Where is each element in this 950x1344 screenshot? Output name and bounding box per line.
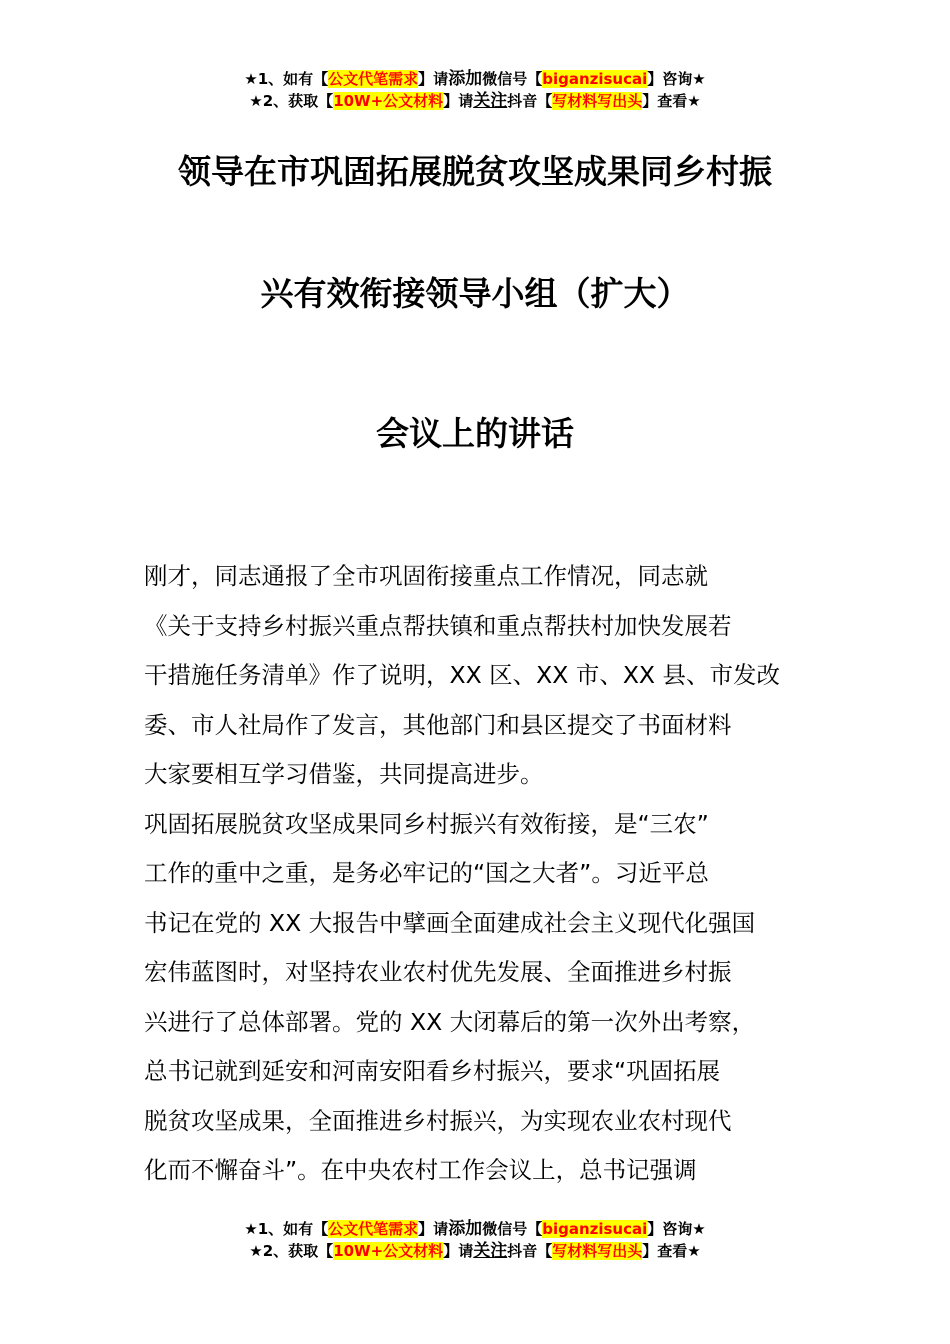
promo-line-2: ★2、获取【10W+公文材料】请关注抖音【写材料写出头】查看★ xyxy=(249,1241,701,1261)
body-line: 书记在党的 XX 大报告中擘画全面建成社会主义现代化强国 xyxy=(144,908,756,937)
body-line: 委、市人社局作了发言，其他部门和县区提交了书面材料 xyxy=(144,710,732,739)
promo-footer xyxy=(0,1218,950,1262)
promo-line-1: ★1、如有【公文代笔需求】请添加微信号【biganzisucai】咨询★ xyxy=(244,69,706,89)
highlight-materials: 10W+公文材料 xyxy=(333,92,444,110)
highlight-douyin-account: 写材料写出头 xyxy=(552,92,643,110)
body-line: 《关于支持乡村振兴重点帮扶镇和重点帮扶村加快发展若 xyxy=(144,611,732,640)
document-title-line-2: 兴有效衔接领导小组（扩大） xyxy=(260,274,690,313)
highlight-wechat-id: biganzisucai xyxy=(542,70,648,88)
promo-line-1: ★1、如有【公文代笔需求】请添加微信号【biganzisucai】咨询★ xyxy=(244,1219,706,1239)
body-line: 宏伟蓝图时，对坚持农业农村优先发展、全面推进乡村振 xyxy=(144,958,732,986)
body-line: 巩固拓展脱贫攻坚成果同乡村振兴有效衔接，是“三农” xyxy=(144,809,709,838)
document-title-line-3: 会议上的讲话 xyxy=(376,414,574,453)
body-line: 大家要相互学习借鉴，共同提高进步。 xyxy=(144,760,544,788)
highlight-douyin-account: 写材料写出头 xyxy=(552,1242,643,1260)
body-line: 脱贫攻坚成果，全面推进乡村振兴，为实现农业农村现代 xyxy=(144,1106,732,1135)
document-title-line-1: 领导在市巩固拓展脱贫攻坚成果同乡村振 xyxy=(178,152,772,191)
body-line: 刚才，同志通报了全市巩固衔接重点工作情况，同志就 xyxy=(144,562,708,590)
promo-header xyxy=(0,68,950,112)
body-line: 工作的重中之重，是务必牢记的“国之大者”。习近平总 xyxy=(144,859,709,887)
highlight-service: 公文代笔需求 xyxy=(328,1220,419,1238)
body-line: 干措施任务清单》作了说明，XX 区、XX 市、XX 县、市发改 xyxy=(144,661,781,689)
body-line: 化而不懈奋斗”。在中央农村工作会议上，总书记强调 xyxy=(144,1156,697,1184)
body-paragraphs xyxy=(144,552,810,1196)
body-line: 总书记就到延安和河南安阳看乡村振兴，要求“巩固拓展 xyxy=(144,1057,721,1085)
body-line: 兴进行了总体部署。党的 XX 大闭幕后的第一次外出考察， xyxy=(144,1007,756,1036)
promo-line-2: ★2、获取【10W+公文材料】请关注抖音【写材料写出头】查看★ xyxy=(249,91,701,111)
highlight-materials: 10W+公文材料 xyxy=(333,1242,444,1260)
highlight-wechat-id: biganzisucai xyxy=(542,1220,648,1238)
highlight-service: 公文代笔需求 xyxy=(328,70,419,88)
